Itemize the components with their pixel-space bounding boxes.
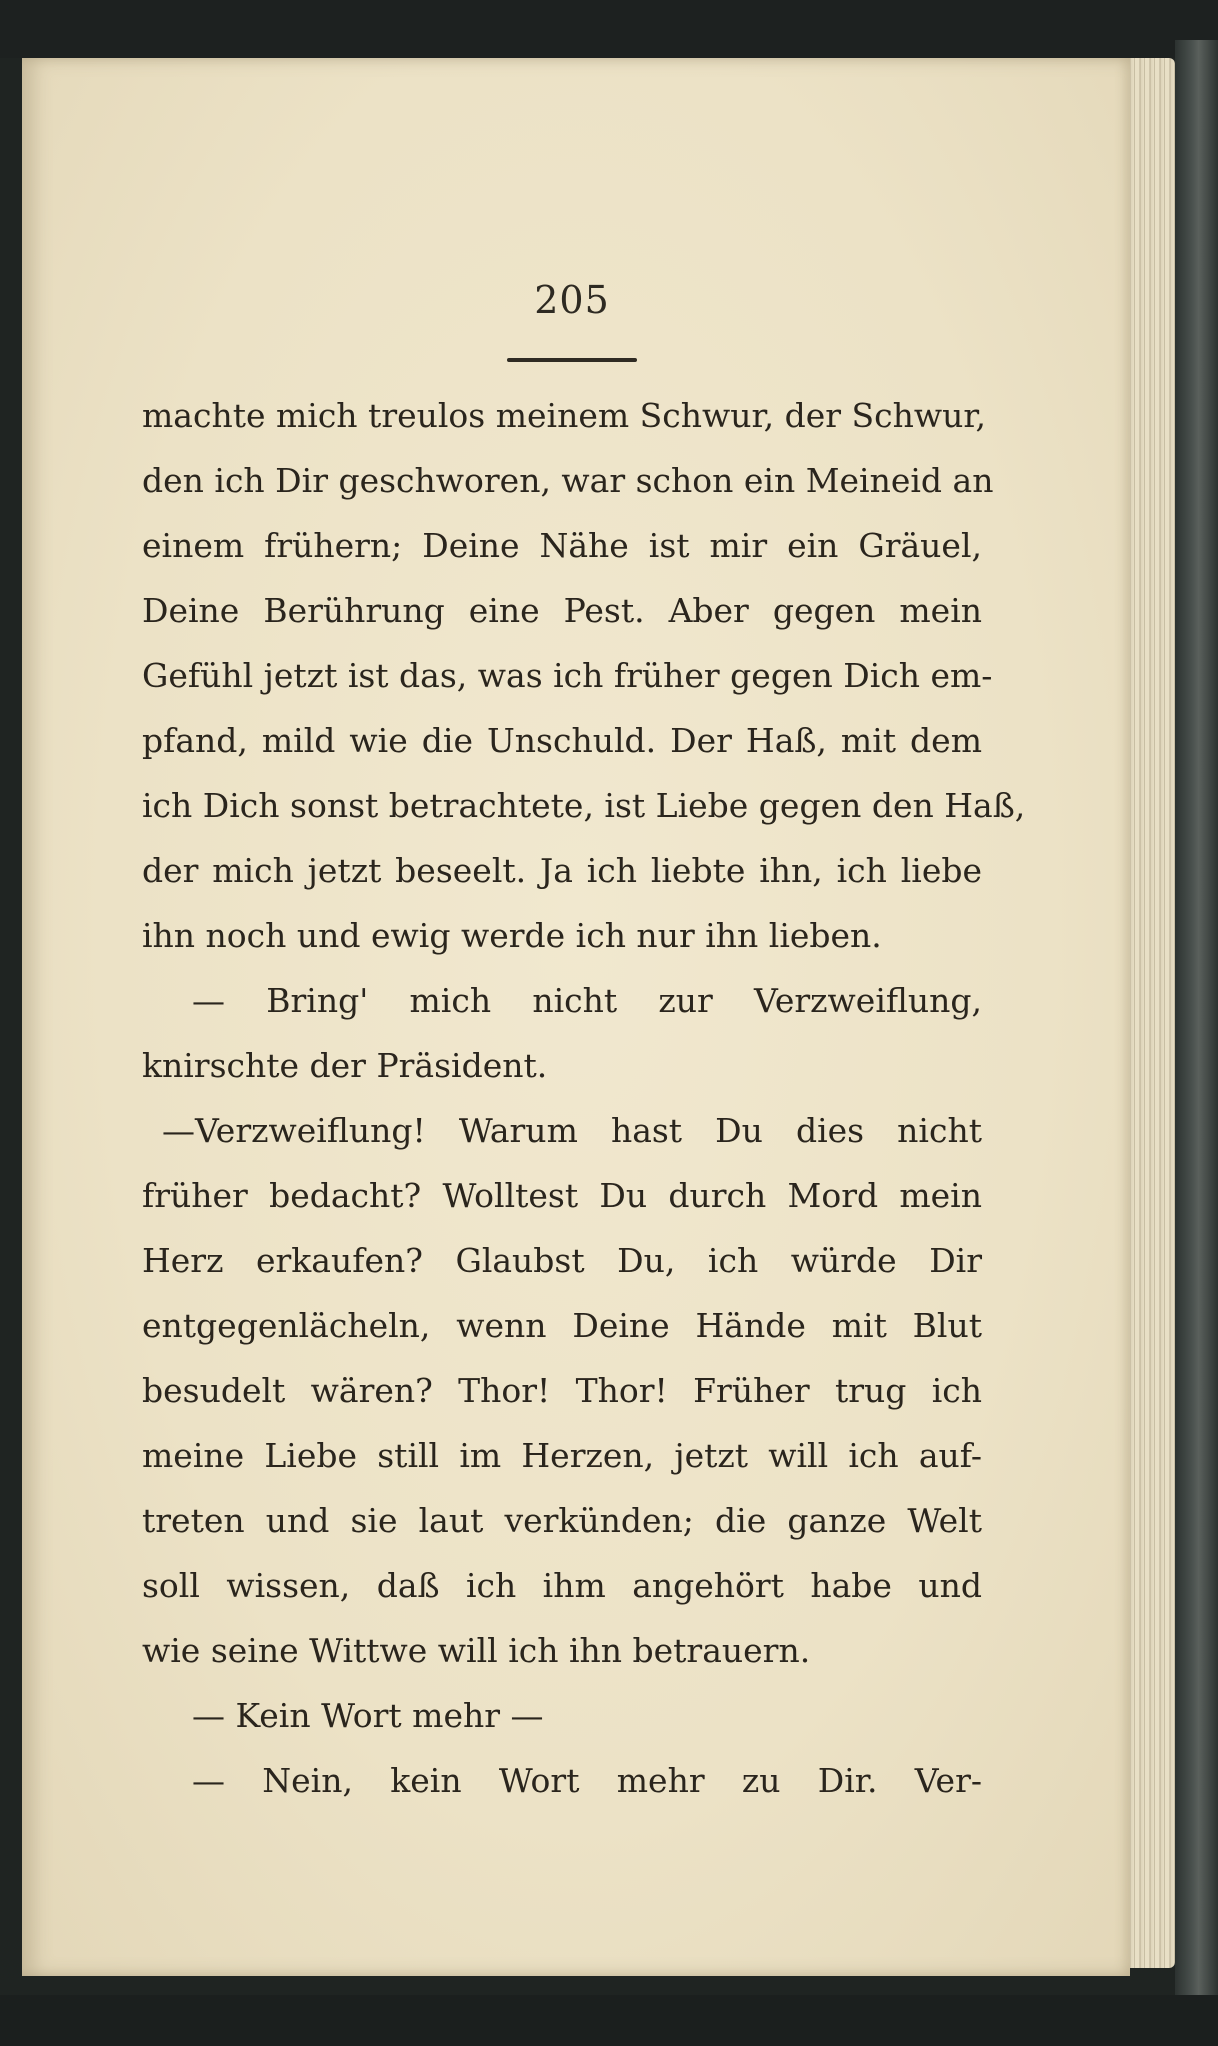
text-line: soll wissen, daß ich ihm angehört habe und xyxy=(142,1566,982,1605)
page-edge-stack xyxy=(1125,58,1175,1968)
text-line: der mich jetzt beseelt. Ja ich liebte ihn, ich liebe xyxy=(142,851,982,890)
text-line: ihn noch und ewig werde ich nur ihn lieben. xyxy=(142,916,882,955)
text-line: Herz erkaufen? Glaubst Du, ich würde Dir xyxy=(142,1241,982,1280)
text-line: ich Dich sonst betrachtete, ist Liebe gegen den Haß, xyxy=(142,786,1026,825)
text-line: meine Liebe still im Herzen, jetzt will ich auf- xyxy=(142,1436,982,1475)
book-cover-spine-right xyxy=(1175,40,1218,2000)
text-line: — Bring' mich nicht zur Verzweiflung, xyxy=(192,981,982,1020)
book-cover-bottom xyxy=(0,1995,1218,2046)
text-line: früher bedacht? Wolltest Du durch Mord mein xyxy=(142,1176,982,1215)
text-line: — Nein, kein Wort mehr zu Dir. Ver- xyxy=(192,1761,982,1800)
text-line: — Kein Wort mehr — xyxy=(192,1696,544,1735)
header-rule xyxy=(507,358,637,362)
text-line: knirschte der Präsident. xyxy=(142,1046,548,1085)
text-line: Gefühl jetzt ist das, was ich früher gegen Dich em- xyxy=(142,656,993,695)
text-line: treten und sie laut verkünden; die ganze Welt xyxy=(142,1501,982,1540)
text-line: machte mich treulos meinem Schwur, der Schwur, xyxy=(142,396,987,435)
text-line: den ich Dir geschworen, war schon ein Meineid an xyxy=(142,461,994,500)
text-line: Deine Berührung eine Pest. Aber gegen mein xyxy=(142,591,982,630)
text-line: wie seine Wittwe will ich ihn betrauern. xyxy=(142,1631,811,1670)
text-line: einem frühern; Deine Nähe ist mir ein Gräuel, xyxy=(142,526,982,565)
text-line: entgegenlächeln, wenn Deine Hände mit Blut xyxy=(142,1306,982,1345)
page-number: 205 xyxy=(534,278,610,322)
book-page xyxy=(22,58,1130,1976)
text-line: pfand, mild wie die Unschuld. Der Haß, mit dem xyxy=(142,721,982,760)
book-cover-top xyxy=(0,0,1218,58)
text-line: besudelt wären? Thor! Thor! Früher trug ich xyxy=(142,1371,982,1410)
text-line: —Verzweiflung! Warum hast Du dies nicht xyxy=(162,1111,982,1150)
body-text xyxy=(142,383,1026,1813)
